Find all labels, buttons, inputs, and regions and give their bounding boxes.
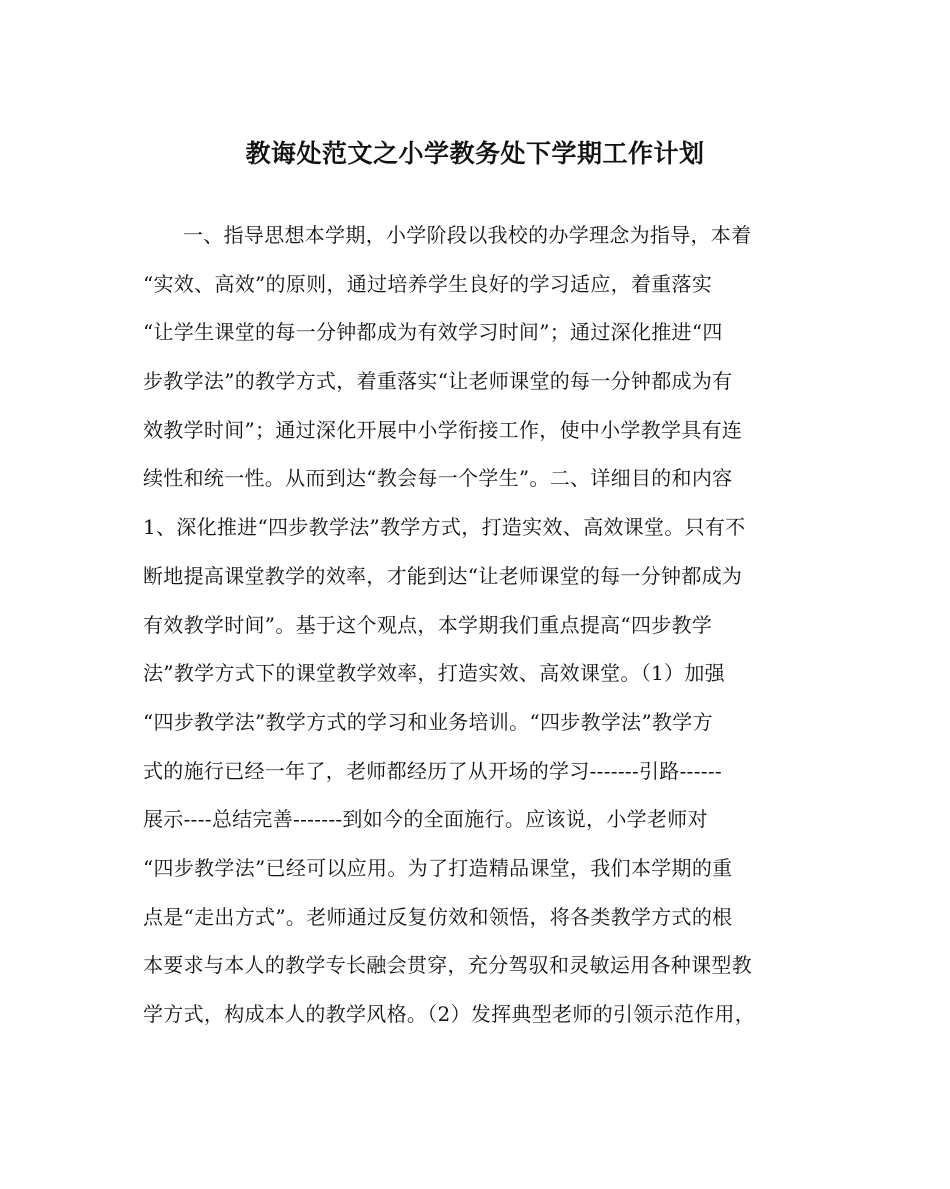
body-line: 一、指导思想本学期，小学阶段以我校的办学理念为指导，本着 [183, 223, 752, 247]
body-line: 效教学时间”；通过深化开展中小学衔接工作，使中小学教学具有连 [143, 417, 743, 442]
body-line: 式的施行已经一年了，老师都经历了从开场的学习-------引路------ [143, 758, 722, 783]
body-line: 学方式，构成本人的教学风格。（2）发挥典型老师的引领示范作用， [143, 1002, 756, 1026]
body-line: “让学生课堂的每一分钟都成为有效学习时间”；通过深化推进“四 [143, 320, 723, 345]
body-line: “四步教学法”已经可以应用。为了打造精品课堂，我们本学期的重 [143, 855, 733, 880]
body-line: 有效教学时间”。基于这个观点，本学期我们重点提高“四步教学 [143, 612, 713, 637]
body-line: “实效、高效”的原则，通过培养学生良好的学习适应，着重落实 [143, 271, 713, 296]
body-line: 断地提高课堂教学的效率，才能到达“让老师课堂的每一分钟都成为 [143, 563, 743, 588]
body-line: 本要求与本人的教学专长融会贯穿，充分驾驭和灵敏运用各种课型教 [143, 953, 752, 978]
body-line: “四步教学法”教学方式的学习和业务培训。“四步教学法”教学方 [143, 709, 713, 734]
body-line: 续性和统一性。从而到达“教会每一个学生”。二、详细目的和内容 [143, 466, 733, 491]
document-body [143, 219, 808, 1047]
body-line: 法”教学方式下的课堂教学效率，打造实效、高效课堂。（1）加强 [143, 661, 725, 686]
body-line: 1、深化推进“四步教学法”教学方式，打造实效、高效课堂。只有不 [143, 515, 746, 540]
body-line: 点是“走出方式”。老师通过反复仿效和领悟，将各类教学方式的根 [143, 904, 733, 929]
body-line: 步教学法”的教学方式，着重落实“让老师课堂的每一分钟都成为有 [143, 369, 733, 394]
document-title: 教诲处范文之小学教务处下学期工作计划 [245, 139, 705, 168]
body-line: 展示----总结完善-------到如今的全面施行。应该说，小学老师对 [143, 807, 708, 832]
